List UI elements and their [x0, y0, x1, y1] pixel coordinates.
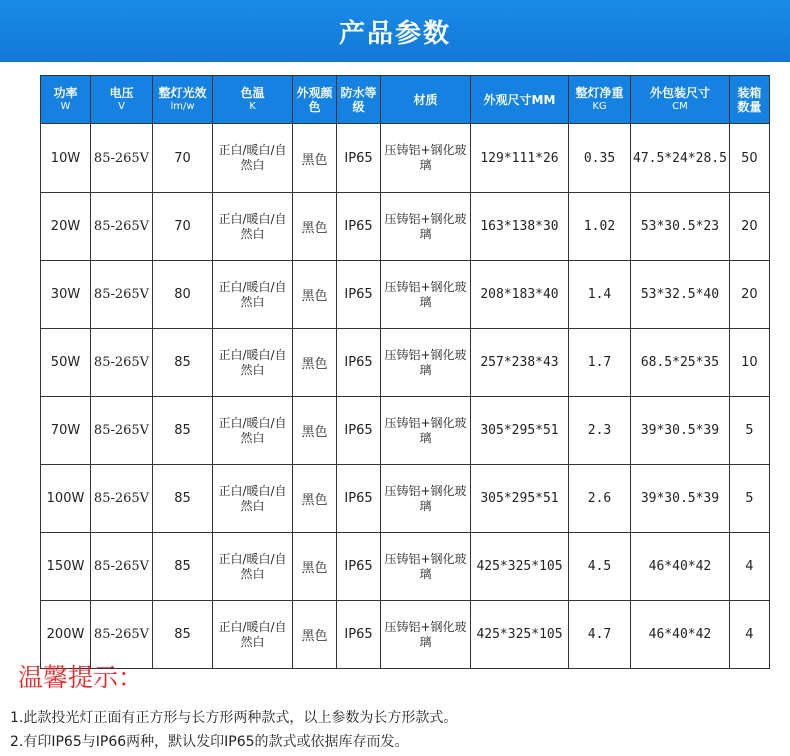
cell-package-size: 53*32.5*40 [631, 261, 730, 329]
cell-weight: 2.6 [569, 465, 631, 533]
cell-material: 压铸铝+钢化玻璃 [381, 533, 471, 601]
table-row [41, 601, 770, 669]
cell-package-size: 39*30.5*39 [631, 397, 730, 465]
header-waterproof: 防水等级 [337, 76, 381, 124]
header-material: 材质 [381, 76, 471, 124]
cell-voltage: 85-265V [91, 533, 153, 601]
cell-voltage: 85-265V [91, 397, 153, 465]
cell-efficacy: 80 [153, 261, 213, 329]
cell-efficacy: 85 [153, 601, 213, 669]
cell-dimensions: 208*183*40 [471, 261, 569, 329]
cell-weight: 1.4 [569, 261, 631, 329]
cell-voltage: 85-265V [91, 124, 153, 193]
cell-power: 20W [41, 193, 91, 261]
cell-power: 200W [41, 601, 91, 669]
cell-dimensions: 305*295*51 [471, 397, 569, 465]
cell-package-size: 39*30.5*39 [631, 465, 730, 533]
cell-material: 压铸铝+钢化玻璃 [381, 601, 471, 669]
header-carton-qty: 装箱数量 [729, 76, 769, 124]
cell-package-size: 46*40*42 [631, 533, 730, 601]
cell-carton-qty: 20 [729, 193, 769, 261]
cell-voltage: 85-265V [91, 465, 153, 533]
cell-voltage: 85-265V [91, 601, 153, 669]
cell-carton-qty: 5 [729, 397, 769, 465]
cell-dimensions: 305*295*51 [471, 465, 569, 533]
cell-material: 压铸铝+钢化玻璃 [381, 329, 471, 397]
cell-package-size: 47.5*24*28.5 [631, 124, 730, 193]
cell-dimensions: 163*138*30 [471, 193, 569, 261]
cell-package-size: 46*40*42 [631, 601, 730, 669]
cell-efficacy: 85 [153, 465, 213, 533]
cell-color-temp: 正白/暖白/自然白 [213, 193, 293, 261]
cell-waterproof: IP65 [337, 193, 381, 261]
cell-color: 黑色 [293, 397, 337, 465]
spec-table [40, 75, 770, 669]
cell-color: 黑色 [293, 261, 337, 329]
cell-power: 100W [41, 465, 91, 533]
cell-material: 压铸铝+钢化玻璃 [381, 261, 471, 329]
cell-dimensions: 129*111*26 [471, 124, 569, 193]
cell-carton-qty: 4 [729, 601, 769, 669]
cell-carton-qty: 5 [729, 465, 769, 533]
cell-voltage: 85-265V [91, 329, 153, 397]
header-row [41, 76, 770, 124]
cell-material: 压铸铝+钢化玻璃 [381, 465, 471, 533]
cell-color-temp: 正白/暖白/自然白 [213, 397, 293, 465]
cell-efficacy: 70 [153, 124, 213, 193]
cell-weight: 0.35 [569, 124, 631, 193]
cell-waterproof: IP65 [337, 397, 381, 465]
cell-package-size: 68.5*25*35 [631, 329, 730, 397]
cell-weight: 1.02 [569, 193, 631, 261]
cell-material: 压铸铝+钢化玻璃 [381, 124, 471, 193]
header-color: 外观颜色 [293, 76, 337, 124]
cell-dimensions: 425*325*105 [471, 533, 569, 601]
cell-efficacy: 85 [153, 329, 213, 397]
cell-efficacy: 70 [153, 193, 213, 261]
cell-power: 10W [41, 124, 91, 193]
cell-dimensions: 257*238*43 [471, 329, 569, 397]
cell-package-size: 53*30.5*23 [631, 193, 730, 261]
banner [0, 0, 790, 62]
cell-efficacy: 85 [153, 533, 213, 601]
cell-weight: 4.7 [569, 601, 631, 669]
header-voltage: 电压 V [91, 76, 153, 124]
cell-weight: 1.7 [569, 329, 631, 397]
cell-power: 70W [41, 397, 91, 465]
header-power: 功率 W [41, 76, 91, 124]
cell-weight: 2.3 [569, 397, 631, 465]
cell-color: 黑色 [293, 124, 337, 193]
table-row [41, 397, 770, 465]
cell-carton-qty: 20 [729, 261, 769, 329]
header-color-temp: 色温 K [213, 76, 293, 124]
cell-waterproof: IP65 [337, 329, 381, 397]
cell-material: 压铸铝+钢化玻璃 [381, 397, 471, 465]
cell-power: 50W [41, 329, 91, 397]
cell-waterproof: IP65 [337, 465, 381, 533]
cell-dimensions: 425*325*105 [471, 601, 569, 669]
table-row [41, 533, 770, 601]
table-row [41, 329, 770, 397]
cell-color-temp: 正白/暖白/自然白 [213, 124, 293, 193]
cell-weight: 4.5 [569, 533, 631, 601]
header-dimensions: 外观尺寸MM [471, 76, 569, 124]
cell-color: 黑色 [293, 193, 337, 261]
table-row [41, 261, 770, 329]
cell-color: 黑色 [293, 533, 337, 601]
cell-waterproof: IP65 [337, 533, 381, 601]
cell-color-temp: 正白/暖白/自然白 [213, 329, 293, 397]
cell-waterproof: IP65 [337, 261, 381, 329]
table-row [41, 465, 770, 533]
tip-note-2: 2.有印IP65与IP66两种，默认发印IP65的款式或依据库存而发。 [10, 734, 409, 750]
table-row [41, 193, 770, 261]
cell-color-temp: 正白/暖白/自然白 [213, 261, 293, 329]
cell-color-temp: 正白/暖白/自然白 [213, 533, 293, 601]
cell-color: 黑色 [293, 329, 337, 397]
cell-color: 黑色 [293, 601, 337, 669]
tip-note-1: 1.此款投光灯正面有正方形与长方形两种款式，以上参数为长方形款式。 [10, 710, 458, 726]
cell-efficacy: 85 [153, 397, 213, 465]
cell-carton-qty: 50 [729, 124, 769, 193]
cell-color-temp: 正白/暖白/自然白 [213, 601, 293, 669]
table-row [41, 124, 770, 193]
cell-voltage: 85-265V [91, 193, 153, 261]
header-efficacy: 整灯光效 lm/w [153, 76, 213, 124]
cell-color: 黑色 [293, 465, 337, 533]
cell-waterproof: IP65 [337, 124, 381, 193]
cell-material: 压铸铝+钢化玻璃 [381, 193, 471, 261]
cell-power: 150W [41, 533, 91, 601]
cell-waterproof: IP65 [337, 601, 381, 669]
cell-color-temp: 正白/暖白/自然白 [213, 465, 293, 533]
header-weight: 整灯净重 KG [569, 76, 631, 124]
cell-voltage: 85-265V [91, 261, 153, 329]
cell-carton-qty: 10 [729, 329, 769, 397]
cell-power: 30W [41, 261, 91, 329]
header-package-size: 外包装尺寸 CM [631, 76, 730, 124]
cell-carton-qty: 4 [729, 533, 769, 601]
tips-title: 温馨提示： [18, 663, 144, 692]
banner-title: 产品参数 [338, 18, 451, 49]
